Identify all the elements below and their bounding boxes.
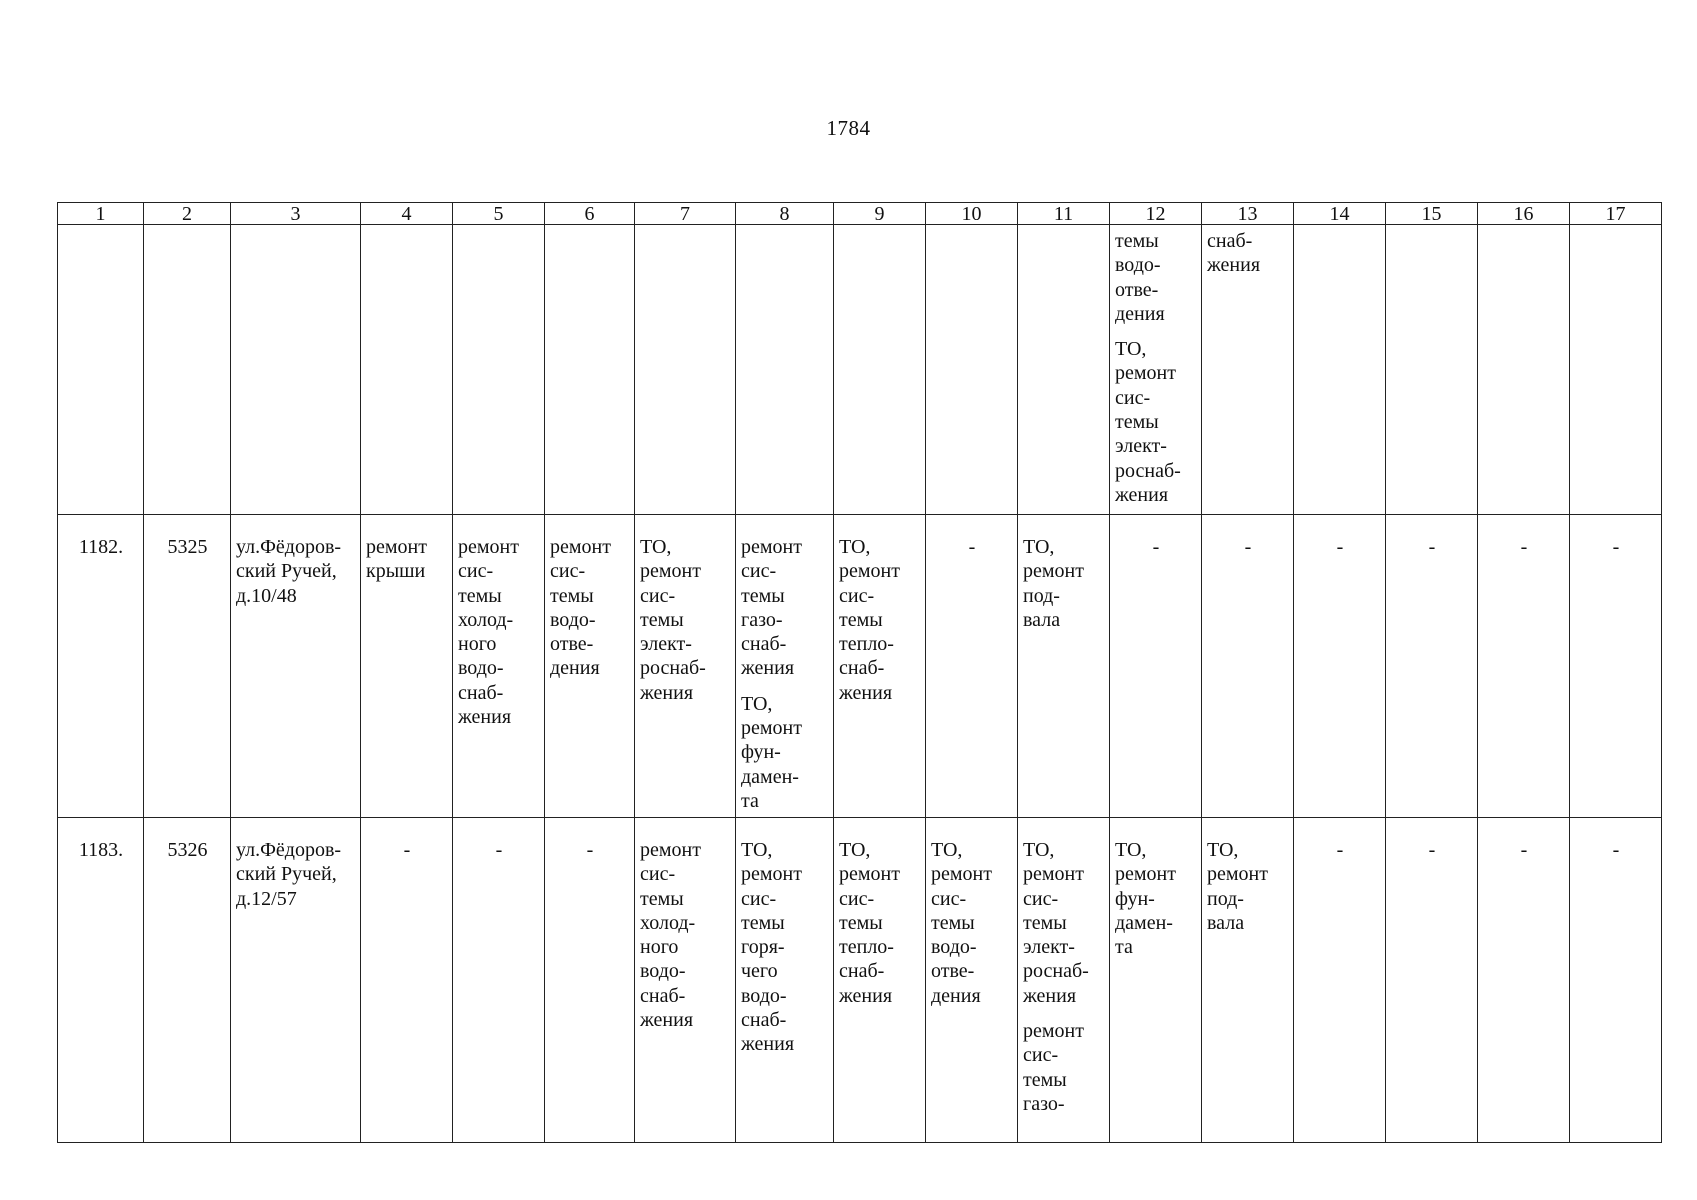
table-cell <box>1018 515 1110 818</box>
dash-cell: - <box>1294 515 1386 818</box>
table-cell <box>834 515 926 818</box>
cell-entry: ТО, ремонт фун- дамен- та <box>741 692 802 812</box>
table-cell <box>635 515 736 818</box>
dash-cell: - <box>1386 818 1478 1143</box>
table-cell <box>635 225 736 515</box>
table-cell <box>1202 818 1294 1143</box>
dash-cell: - <box>1478 818 1570 1143</box>
building-code: 5326 <box>144 818 231 1143</box>
dash-cell: - <box>1202 515 1294 818</box>
table-cell <box>1386 225 1478 515</box>
cell-entry: ремонт сис- темы холод- ного водо- снаб- жения <box>458 536 519 729</box>
column-header: 10 <box>926 203 1018 225</box>
address: ул.Фёдоров- ский Ручей, д.12/57 <box>236 839 342 910</box>
dash-cell: - <box>1570 515 1662 818</box>
table-cell <box>1018 225 1110 515</box>
table-cell <box>736 225 834 515</box>
cell-entry: темы водо- отве- дения <box>1115 230 1165 325</box>
cell-entry: ТО, ремонт сис- темы тепло- снаб- жения <box>839 839 900 1007</box>
table-cell <box>926 225 1018 515</box>
cell-entry: ТО, ремонт под- вала <box>1023 536 1084 631</box>
cell-entry: ремонт сис- темы газо- <box>1023 1020 1084 1115</box>
table-cell <box>58 225 144 515</box>
table-cell <box>834 225 926 515</box>
column-header: 4 <box>361 203 453 225</box>
row-number: 1183. <box>58 818 144 1143</box>
cell-entry: ТО, ремонт сис- темы водо- отве- дения <box>931 839 992 1007</box>
column-header: 12 <box>1110 203 1202 225</box>
table-cell <box>1202 225 1294 515</box>
dash-cell: - <box>926 515 1018 818</box>
dash-cell: - <box>545 818 635 1143</box>
dash-cell: - <box>453 818 545 1143</box>
cell-entry: ремонт сис- темы газо- снаб- жения <box>741 536 802 680</box>
building-code: 5325 <box>144 515 231 818</box>
column-header: 11 <box>1018 203 1110 225</box>
column-header: 17 <box>1570 203 1662 225</box>
table-cell <box>1110 225 1202 515</box>
table-cell <box>144 225 231 515</box>
cell-entry: ТО, ремонт сис- темы элект- роснаб- жения <box>640 536 706 704</box>
dash-cell: - <box>361 818 453 1143</box>
table-cell <box>453 515 545 818</box>
page-number: 1784 <box>826 116 871 140</box>
dash-cell: - <box>1386 515 1478 818</box>
table-cell <box>736 818 834 1143</box>
cell-entry: ремонт сис- темы холод- ного водо- снаб- жения <box>640 839 701 1032</box>
table-cell <box>926 818 1018 1143</box>
column-number-header-row <box>58 203 1662 225</box>
cell-entry: ТО, ремонт под- вала <box>1207 839 1268 934</box>
dash-cell: - <box>1478 515 1570 818</box>
column-header: 9 <box>834 203 926 225</box>
dash-cell: - <box>1110 515 1202 818</box>
cell-entry: снаб- жения <box>1207 230 1261 277</box>
cell-entry: ТО, ремонт фун- дамен- та <box>1115 839 1176 959</box>
continuation-row <box>58 225 1662 515</box>
repair-schedule-table <box>57 202 1662 1143</box>
column-header: 16 <box>1478 203 1570 225</box>
row-number: 1182. <box>58 515 144 818</box>
column-header: 1 <box>58 203 144 225</box>
column-header: 7 <box>635 203 736 225</box>
column-header: 3 <box>231 203 361 225</box>
column-header: 15 <box>1386 203 1478 225</box>
table-cell <box>1294 225 1386 515</box>
column-header: 2 <box>144 203 231 225</box>
address: ул.Фёдоров- ский Ручей, д.10/48 <box>236 536 342 607</box>
table-cell <box>1570 225 1662 515</box>
table-cell <box>1478 225 1570 515</box>
column-header: 13 <box>1202 203 1294 225</box>
table-cell <box>834 818 926 1143</box>
column-header: 14 <box>1294 203 1386 225</box>
table-row-1183 <box>58 818 1662 1143</box>
table-cell <box>453 225 545 515</box>
dash-cell: - <box>1570 818 1662 1143</box>
table-cell <box>231 225 361 515</box>
address-cell <box>231 515 361 818</box>
table-cell <box>361 515 453 818</box>
cell-entry: ремонт сис- темы водо- отве- дения <box>550 536 611 680</box>
table-cell <box>635 818 736 1143</box>
table-cell <box>361 225 453 515</box>
cell-entry: ТО, ремонт сис- темы элект- роснаб- жения <box>1023 839 1089 1007</box>
column-header: 8 <box>736 203 834 225</box>
cell-entry: ТО, ремонт сис- темы тепло- снаб- жения <box>839 536 900 704</box>
cell-entry: ТО, ремонт сис- темы элект- роснаб- жения <box>1115 338 1181 506</box>
table-cell <box>545 515 635 818</box>
table-cell <box>736 515 834 818</box>
address-cell <box>231 818 361 1143</box>
cell-entry: ТО, ремонт сис- темы горя- чего водо- снаб- жения <box>741 839 802 1056</box>
column-header: 5 <box>453 203 545 225</box>
cell-entry: ремонт крыши <box>366 536 427 583</box>
column-header: 6 <box>545 203 635 225</box>
table-cell <box>545 225 635 515</box>
table-row-1182 <box>58 515 1662 818</box>
table-cell <box>1110 818 1202 1143</box>
table-cell <box>1018 818 1110 1143</box>
dash-cell: - <box>1294 818 1386 1143</box>
